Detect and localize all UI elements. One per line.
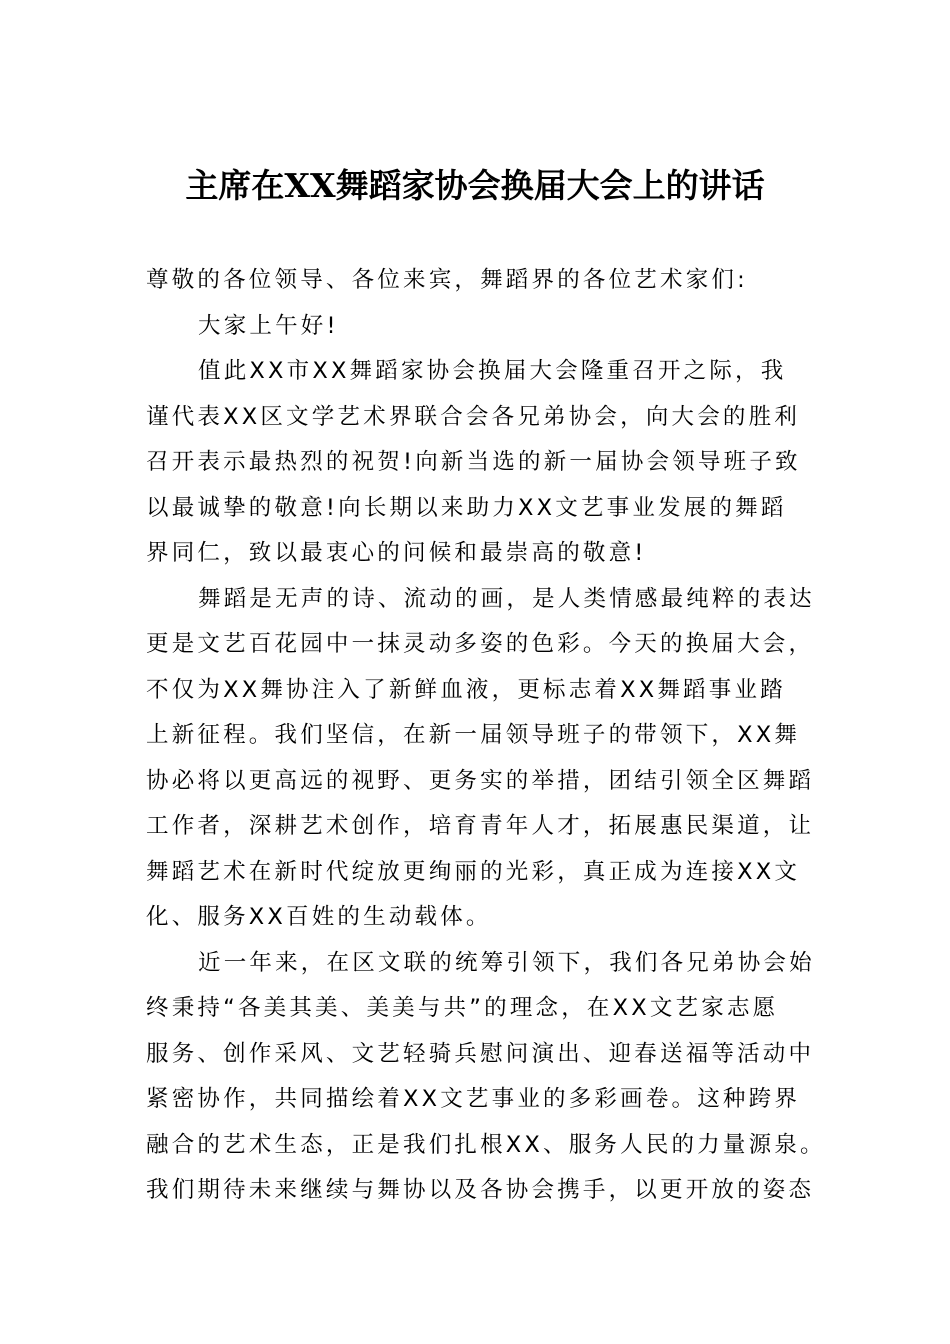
paragraph-line: 谨代表XX区文学艺术界联合会各兄弟协会，向大会的胜利 <box>146 403 801 430</box>
paragraph-collaboration <box>146 941 826 1214</box>
paragraph-line: 界同仁，致以最衷心的问候和最崇高的敬意! <box>146 540 647 566</box>
paragraph-line: 近一年来，在区文联的统筹引领下，我们各兄弟协会始 <box>198 949 815 976</box>
paragraph-line: 舞蹈艺术在新时代绽放更绚丽的光彩，真正成为连接XX文 <box>146 858 801 885</box>
paragraph-congratulations <box>146 349 816 577</box>
paragraph-line: 化、服务XX百姓的生动载体。 <box>146 904 492 930</box>
paragraph-dance-art <box>146 577 816 941</box>
paragraph-line: 终秉持“各美其美、美美与共”的理念，在XX文艺家志愿 <box>146 995 779 1021</box>
paragraph-line: 舞蹈是无声的诗、流动的画，是人类情感最纯粹的表达 <box>198 585 815 612</box>
greeting: 大家上午好! <box>198 312 339 339</box>
salutation: 尊敬的各位领导、各位来宾，舞蹈界的各位艺术家们: <box>146 267 748 293</box>
paragraph-line: 更是文艺百花园中一抹灵动多姿的色彩。今天的换届大会， <box>146 631 815 657</box>
paragraph-line: 融合的艺术生态，正是我们扎根XX、服务人民的力量源泉。 <box>146 1131 826 1158</box>
paragraph-line: 不仅为XX舞协注入了新鲜血液，更标志着XX舞蹈事业踏 <box>146 676 786 703</box>
paragraph-line: 以最诚挚的敬意!向长期以来助力XX文艺事业发展的舞蹈 <box>146 494 787 521</box>
paragraph-line: 工作者，深耕艺术创作，培育青年人才，拓展惠民渠道，让 <box>146 813 815 839</box>
paragraph-line: 服务、创作采风、文艺轻骑兵慰问演出、迎春送福等活动中 <box>146 1040 815 1067</box>
paragraph-line: 协必将以更高远的视野、更务实的举措，团结引领全区舞蹈 <box>146 767 815 794</box>
paragraph-line: 紧密协作，共同描绘着XX文艺事业的多彩画卷。这种跨界 <box>146 1086 801 1112</box>
document-body <box>146 258 826 1214</box>
document-title: 主席在XX舞蹈家协会换届大会上的讲话 <box>185 166 765 205</box>
paragraph-line: 召开表示最热烈的祝贺!向新当选的新一届协会领导班子致 <box>146 449 801 475</box>
paragraph-line: 上新征程。我们坚信，在新一届领导班子的带领下，XX舞 <box>146 722 801 748</box>
paragraph-line: 我们期待未来继续与舞协以及各协会携手，以更开放的姿态 <box>146 1177 815 1203</box>
paragraph-line: 值此XX市XX舞蹈家协会换届大会隆重召开之际，我 <box>198 358 787 384</box>
